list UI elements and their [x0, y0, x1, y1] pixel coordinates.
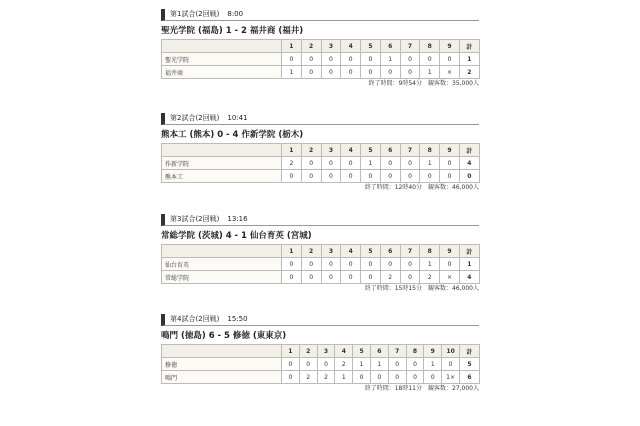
inning-number: 7 — [400, 245, 420, 258]
inning-score: 0 — [301, 157, 321, 170]
total-score: 4 — [459, 271, 479, 284]
inning-number: 7 — [388, 345, 406, 358]
inning-score: 2 — [380, 271, 400, 284]
attendance: 観客数：35,000人 — [428, 80, 479, 87]
team-header-cell — [162, 245, 282, 258]
inning-score: 0 — [353, 371, 371, 384]
inning-score: 0 — [341, 258, 361, 271]
matchup-title: 鳴門 (徳島) 6 - 5 修徳 (東東京) — [161, 331, 287, 341]
inning-score: 0 — [321, 170, 341, 183]
inning-number: 8 — [406, 345, 424, 358]
inning-score: 2 — [335, 358, 353, 371]
inning-score: 0 — [361, 66, 381, 79]
total-header: 計 — [459, 144, 479, 157]
inning-score: 0 — [301, 53, 321, 66]
inning-score: 0 — [317, 358, 335, 371]
team-name: 作新学院 — [162, 157, 282, 170]
inning-score: 0 — [341, 53, 361, 66]
total-header: 計 — [459, 245, 479, 258]
game-section-4 — [161, 314, 479, 393]
inning-score: 0 — [380, 170, 400, 183]
inning-score: 0 — [400, 66, 420, 79]
total-score: 5 — [459, 358, 479, 371]
inning-number: 1 — [282, 245, 302, 258]
inning-score: 0 — [406, 358, 424, 371]
scoreboard-table — [161, 39, 480, 79]
inning-score: 0 — [321, 66, 341, 79]
inning-score: 0 — [321, 53, 341, 66]
inning-score: 1 — [420, 258, 440, 271]
inning-number: 8 — [420, 245, 440, 258]
game-footer — [161, 184, 479, 192]
matchup-title: 熊本工 (熊本) 0 - 4 作新学院 (栃木) — [161, 130, 304, 140]
inning-number: 3 — [317, 345, 335, 358]
inning-score: 0 — [301, 258, 321, 271]
game-label: 第2試合(2回戦) — [170, 114, 220, 122]
inning-score: 0 — [341, 170, 361, 183]
game-section-2 — [161, 113, 479, 192]
inning-score: 0 — [321, 157, 341, 170]
inning-score: 0 — [361, 53, 381, 66]
inning-score: 1× — [442, 371, 460, 384]
inning-score: 0 — [424, 371, 442, 384]
attendance: 観客数：46,000人 — [428, 285, 479, 292]
inning-score: 0 — [440, 157, 460, 170]
team-name: 鳴門 — [162, 371, 282, 384]
end-time: 終了時間：9時54分 — [368, 80, 422, 87]
inning-score: 0 — [301, 170, 321, 183]
team-row — [162, 258, 480, 271]
game-label: 第1試合(2回戦) — [170, 10, 220, 18]
game-header — [161, 113, 479, 125]
inning-number: 5 — [361, 144, 381, 157]
end-time: 終了時間：12時40分 — [364, 184, 422, 191]
team-name: 聖光学院 — [162, 53, 282, 66]
inning-number: 9 — [440, 245, 460, 258]
total-score: 1 — [459, 53, 479, 66]
inning-header-row — [162, 345, 480, 358]
game-header — [161, 214, 479, 226]
inning-score: 0 — [388, 358, 406, 371]
inning-number: 2 — [301, 245, 321, 258]
total-header: 計 — [459, 40, 479, 53]
game-header — [161, 314, 479, 326]
inning-score: 0 — [400, 157, 420, 170]
inning-number: 2 — [301, 144, 321, 157]
inning-number: 2 — [299, 345, 317, 358]
team-row — [162, 271, 480, 284]
game-footer — [161, 80, 479, 88]
inning-number: 3 — [321, 40, 341, 53]
inning-score: 0 — [420, 53, 440, 66]
inning-score: 1 — [380, 53, 400, 66]
inning-number: 8 — [420, 144, 440, 157]
inning-number: 4 — [335, 345, 353, 358]
start-time: 15:50 — [227, 315, 248, 323]
inning-score: 0 — [282, 358, 300, 371]
team-name: 常総学院 — [162, 271, 282, 284]
team-row — [162, 170, 480, 183]
inning-score: 0 — [406, 371, 424, 384]
total-score: 0 — [459, 170, 479, 183]
inning-number: 8 — [420, 40, 440, 53]
inning-score: 0 — [301, 66, 321, 79]
start-time: 13:16 — [227, 215, 248, 223]
matchup-title: 常総学院 (茨城) 4 - 1 仙台育英 (宮城) — [161, 231, 312, 241]
inning-number: 1 — [282, 40, 302, 53]
team-row — [162, 53, 480, 66]
inning-score: 0 — [282, 271, 302, 284]
inning-score: 0 — [341, 157, 361, 170]
inning-score: 0 — [370, 371, 388, 384]
inning-score: 0 — [282, 53, 302, 66]
inning-score: 0 — [388, 371, 406, 384]
inning-score: 2 — [420, 271, 440, 284]
inning-score: 0 — [282, 371, 300, 384]
inning-score: 0 — [380, 157, 400, 170]
total-score: 1 — [459, 258, 479, 271]
inning-number: 4 — [341, 144, 361, 157]
team-name: 仙台育英 — [162, 258, 282, 271]
total-score: 6 — [459, 371, 479, 384]
inning-number: 4 — [341, 245, 361, 258]
game-footer — [161, 385, 479, 393]
end-time: 終了時間：15時15分 — [364, 285, 422, 292]
inning-score: 0 — [440, 53, 460, 66]
inning-header-row — [162, 40, 480, 53]
inning-number: 5 — [361, 245, 381, 258]
total-header: 計 — [459, 345, 479, 358]
inning-score: 2 — [299, 371, 317, 384]
inning-number: 7 — [400, 40, 420, 53]
matchup-title: 聖光学院 (福島) 1 - 2 福井商 (福井) — [161, 26, 304, 36]
inning-score: 0 — [301, 271, 321, 284]
attendance: 観客数：46,000人 — [428, 184, 479, 191]
inning-score: 0 — [361, 170, 381, 183]
scoreboard-table — [161, 244, 480, 284]
start-time: 10:41 — [227, 114, 248, 122]
inning-number: 9 — [440, 40, 460, 53]
game-footer — [161, 285, 479, 293]
inning-score: 1 — [424, 358, 442, 371]
inning-score: 0 — [321, 271, 341, 284]
inning-score: 1 — [353, 358, 371, 371]
inning-number: 5 — [361, 40, 381, 53]
inning-score: 2 — [282, 157, 302, 170]
start-time: 8:00 — [227, 10, 244, 18]
inning-score: 0 — [400, 258, 420, 271]
game-header — [161, 9, 479, 21]
inning-score: 0 — [341, 271, 361, 284]
inning-score: 0 — [299, 358, 317, 371]
inning-number: 3 — [321, 245, 341, 258]
inning-score: 2 — [317, 371, 335, 384]
total-score: 4 — [459, 157, 479, 170]
inning-score: 1 — [282, 66, 302, 79]
inning-score: 1 — [335, 371, 353, 384]
attendance: 観客数：27,000人 — [428, 385, 479, 392]
total-score: 2 — [459, 66, 479, 79]
team-header-cell — [162, 345, 282, 358]
inning-score: × — [440, 271, 460, 284]
team-row — [162, 358, 480, 371]
inning-score: 0 — [440, 258, 460, 271]
inning-score: 0 — [400, 53, 420, 66]
inning-score: × — [440, 66, 460, 79]
inning-score: 0 — [440, 170, 460, 183]
inning-score: 1 — [370, 358, 388, 371]
inning-number: 5 — [353, 345, 371, 358]
inning-number: 10 — [442, 345, 460, 358]
team-row — [162, 157, 480, 170]
inning-score: 0 — [282, 170, 302, 183]
inning-score: 0 — [380, 66, 400, 79]
inning-score: 0 — [321, 258, 341, 271]
scoreboard-table — [161, 143, 480, 183]
inning-number: 2 — [301, 40, 321, 53]
inning-number: 7 — [400, 144, 420, 157]
inning-score: 0 — [282, 258, 302, 271]
inning-number: 6 — [370, 345, 388, 358]
team-row — [162, 371, 480, 384]
inning-score: 0 — [400, 170, 420, 183]
team-header-cell — [162, 40, 282, 53]
team-name: 福井商 — [162, 66, 282, 79]
end-time: 終了時間：18時11分 — [364, 385, 422, 392]
inning-score: 1 — [420, 157, 440, 170]
inning-number: 6 — [380, 144, 400, 157]
inning-score: 1 — [420, 66, 440, 79]
inning-number: 6 — [380, 245, 400, 258]
inning-score: 0 — [380, 258, 400, 271]
inning-number: 6 — [380, 40, 400, 53]
game-section-3 — [161, 214, 479, 293]
game-label: 第4試合(2回戦) — [170, 315, 220, 323]
inning-header-row — [162, 245, 480, 258]
inning-number: 4 — [341, 40, 361, 53]
team-name: 熊本工 — [162, 170, 282, 183]
team-header-cell — [162, 144, 282, 157]
inning-score: 0 — [341, 66, 361, 79]
inning-number: 1 — [282, 345, 300, 358]
team-row — [162, 66, 480, 79]
inning-score: 0 — [420, 170, 440, 183]
inning-number: 9 — [440, 144, 460, 157]
inning-score: 0 — [442, 358, 460, 371]
inning-number: 1 — [282, 144, 302, 157]
inning-score: 0 — [400, 271, 420, 284]
game-section-1 — [161, 9, 479, 88]
inning-number: 9 — [424, 345, 442, 358]
inning-score: 0 — [361, 258, 381, 271]
team-name: 修徳 — [162, 358, 282, 371]
inning-score: 0 — [361, 271, 381, 284]
inning-score: 1 — [361, 157, 381, 170]
inning-header-row — [162, 144, 480, 157]
inning-number: 3 — [321, 144, 341, 157]
scoreboard-table — [161, 344, 480, 384]
game-label: 第3試合(2回戦) — [170, 215, 220, 223]
